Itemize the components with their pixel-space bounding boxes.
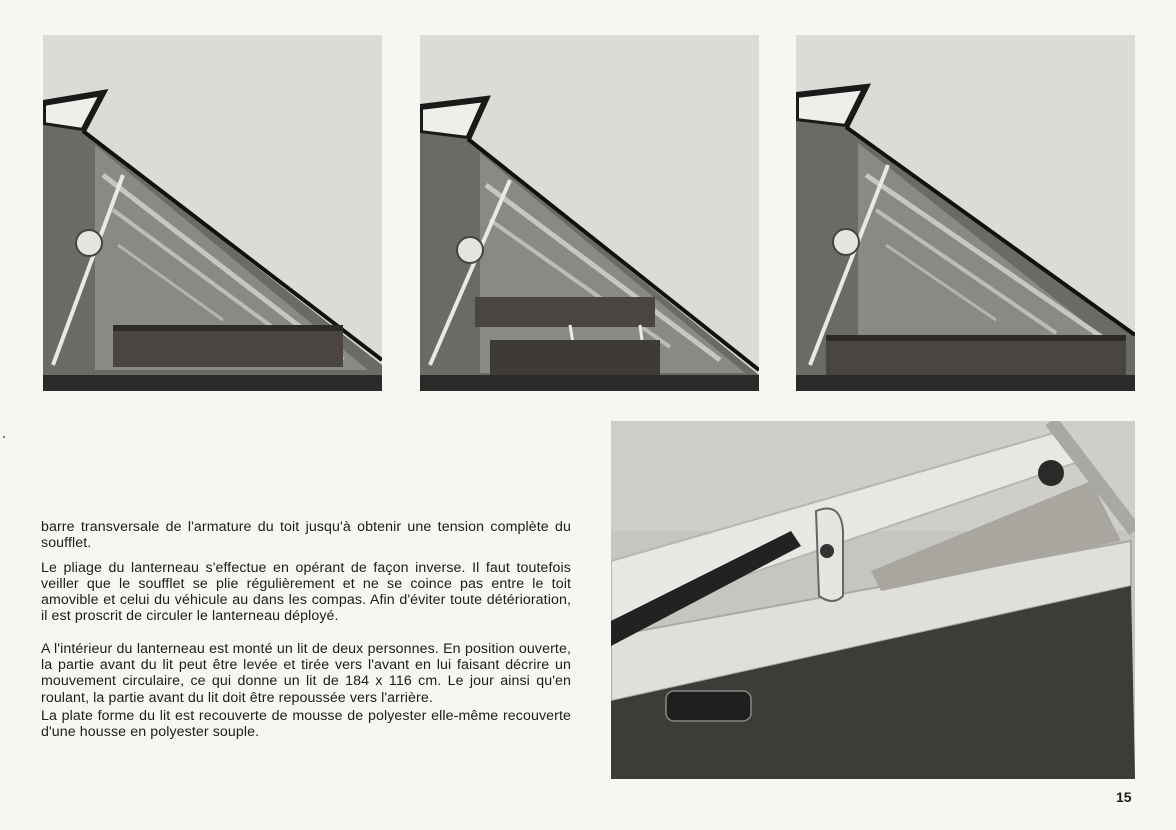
lanterneau-photo-4 bbox=[611, 421, 1135, 779]
paragraph-2: Le pliage du lanterneau s'effectue en opérant de façon inverse. Il faut toutefois veiller que le soufflet se plie régulièrement et ne se coince pas entre le toit amovible et celui du véhicule au dans les compas. Afin d'éviter toute détérioration, il est proscrit de circuler le lanterneau déployé. bbox=[41, 559, 571, 625]
paragraph-3: A l'intérieur du lanterneau est monté un lit de deux personnes. En position ouverte, la partie avant du lit peut être levée et tirée vers l'avant en lui faisant décrire un mouvement circulaire, ce qui donne un lit de 184 x 116 cm. Le jour ainsi qu'en roulant, la partie avant du lit doit être repoussée vers l'arrière. bbox=[41, 640, 571, 706]
lanterneau-photo-1 bbox=[43, 35, 382, 391]
body-text bbox=[41, 519, 571, 741]
page-number: 15 bbox=[1116, 789, 1132, 805]
lanterneau-photo-3 bbox=[796, 35, 1135, 391]
paragraph-4: La plate forme du lit est recouverte de mousse de polyester elle-même recouverte d'une housse en polyester souple. bbox=[41, 707, 571, 741]
lanterneau-photo-2 bbox=[420, 35, 759, 391]
paragraph-1: barre transversale de l'armature du toit jusqu'à obtenir une tension complète du soufflet. bbox=[41, 519, 571, 552]
scan-speck bbox=[3, 436, 5, 438]
